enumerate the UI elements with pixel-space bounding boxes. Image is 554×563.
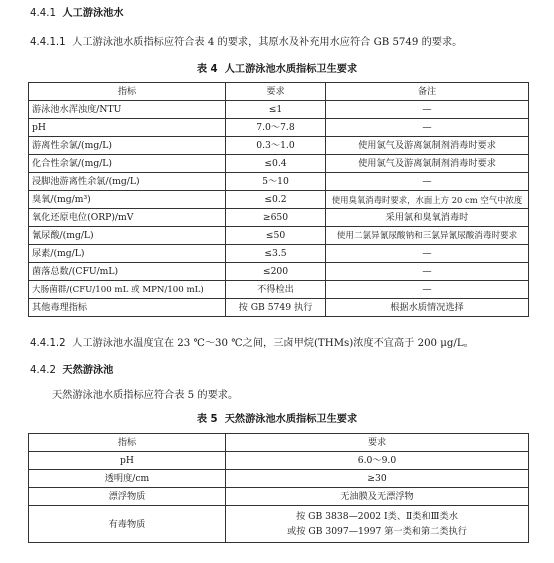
table-row (29, 119, 529, 137)
table5-header-indicator: 指标 (29, 434, 226, 452)
indicator-cell: 浸脚池游离性余氯/(mg/L) (29, 173, 226, 191)
section-title: 人工游泳池水 (62, 8, 124, 19)
indicator-cell: pH (29, 452, 226, 470)
remark-cell: — (326, 119, 529, 137)
section-heading-4-4-1 (30, 4, 124, 19)
table-row (29, 155, 529, 173)
section-title: 天然游泳池 (62, 365, 114, 376)
requirement-cell: 0.3～1.0 (226, 137, 326, 155)
requirement-cell: 按 GB 5749 执行 (226, 299, 326, 317)
table5-header-row (29, 434, 529, 452)
indicator-cell: 透明度/cm (29, 470, 226, 488)
indicator-cell: 漂浮物质 (29, 488, 226, 506)
indicator-cell: 尿素/(mg/L) (29, 245, 226, 263)
clause-text: 人工游泳池水质指标应符合表 4 的要求，其原水及补充用水应符合 GB 5749 的要求。 (72, 37, 463, 48)
remark-cell: — (326, 245, 529, 263)
indicator-cell: 游离性余氯/(mg/L) (29, 137, 226, 155)
remark-cell: 使用二氯异氰尿酸钠和三氯异氰尿酸消毒时要求 (326, 227, 529, 245)
indicator-cell: 游泳池水浑浊度/NTU (29, 101, 226, 119)
remark-cell: 使用氯气及游离氯制剂消毒时要求 (326, 137, 529, 155)
clause-4-4-1-2 (30, 334, 474, 349)
clause-number: 4.4.1.2 (30, 338, 66, 349)
clause-number: 4.4.1.1 (30, 37, 66, 48)
toxic-requirement-line-1: 按 GB 3838—2002 Ⅰ类、Ⅱ类和Ⅲ类水 (296, 511, 458, 522)
section-number: 4.4.1 (30, 8, 56, 19)
indicator-cell: 臭氧/(mg/m³) (29, 191, 226, 209)
requirement-cell: ≤0.4 (226, 155, 326, 173)
remark-cell: 使用臭氧消毒时要求，水面上方 20 cm 空气中浓度 (326, 191, 529, 209)
requirement-cell: ≤50 (226, 227, 326, 245)
table-row (29, 299, 529, 317)
remark-cell: 采用氯和臭氧消毒时 (326, 209, 529, 227)
requirement-cell: 6.0～9.0 (226, 452, 529, 470)
remark-cell: 使用氯气及游离氯制剂消毒时要求 (326, 155, 529, 173)
table-row (29, 191, 529, 209)
table-row (29, 452, 529, 470)
table5-header-requirement: 要求 (226, 434, 529, 452)
requirement-cell: ≤1 (226, 101, 326, 119)
table4-caption (0, 60, 554, 75)
remark-cell: — (326, 281, 529, 299)
table4-header-requirement: 要求 (226, 83, 326, 101)
table-row (29, 245, 529, 263)
indicator-cell: 氧化还原电位(ORP)/mV (29, 209, 226, 227)
requirement-cell (226, 506, 529, 543)
table-row (29, 101, 529, 119)
table-row (29, 209, 529, 227)
table4-caption-number: 表 4 (196, 64, 218, 75)
indicator-cell: 氰尿酸/(mg/L) (29, 227, 226, 245)
remark-cell: — (326, 101, 529, 119)
remark-cell: 根据水质情况选择 (326, 299, 529, 317)
requirement-cell: ≥30 (226, 470, 529, 488)
table-row (29, 506, 529, 543)
table-row (29, 263, 529, 281)
table4-caption-title: 人工游泳池水质指标卫生要求 (224, 64, 358, 75)
requirement-cell: ≤200 (226, 263, 326, 281)
table-row (29, 173, 529, 191)
section-heading-4-4-2 (30, 361, 113, 376)
indicator-cell: pH (29, 119, 226, 137)
table5-caption-title: 天然游泳池水质指标卫生要求 (224, 414, 358, 425)
clause-text: 人工游泳池水温度宜在 23 ℃～30 ℃之间，三卤甲烷(THMs)浓度不宜高于 200 μg/L。 (72, 338, 474, 349)
remark-cell: — (326, 263, 529, 281)
table5 (28, 433, 529, 543)
table5-caption (0, 410, 554, 425)
section-4-4-2-text: 天然游泳池水质指标应符合表 5 的要求。 (52, 390, 239, 401)
requirement-cell: 7.0～7.8 (226, 119, 326, 137)
indicator-cell: 大肠菌群/(CFU/100 mL 或 MPN/100 mL) (29, 281, 226, 299)
table4-header-indicator: 指标 (29, 83, 226, 101)
table-row (29, 227, 529, 245)
table-row (29, 488, 529, 506)
table-row (29, 137, 529, 155)
indicator-cell: 菌落总数/(CFU/mL) (29, 263, 226, 281)
requirement-cell: 不得检出 (226, 281, 326, 299)
requirement-cell: 无油膜及无漂浮物 (226, 488, 529, 506)
indicator-cell: 有毒物质 (29, 506, 226, 543)
indicator-cell: 化合性余氯/(mg/L) (29, 155, 226, 173)
requirement-cell: ≥650 (226, 209, 326, 227)
clause-4-4-1-1 (30, 33, 462, 48)
table-row (29, 470, 529, 488)
table4 (28, 82, 529, 317)
table5-caption-number: 表 5 (196, 414, 218, 425)
section-number: 4.4.2 (30, 365, 56, 376)
toxic-requirement-line-2: 或按 GB 3097—1997 第一类和第二类执行 (287, 526, 467, 537)
indicator-cell: 其他毒理指标 (29, 299, 226, 317)
remark-cell: — (326, 173, 529, 191)
requirement-cell: 5～10 (226, 173, 326, 191)
table-row (29, 281, 529, 299)
table4-header-remark: 备注 (326, 83, 529, 101)
requirement-cell: ≤0.2 (226, 191, 326, 209)
requirement-cell: ≤3.5 (226, 245, 326, 263)
table4-header-row (29, 83, 529, 101)
